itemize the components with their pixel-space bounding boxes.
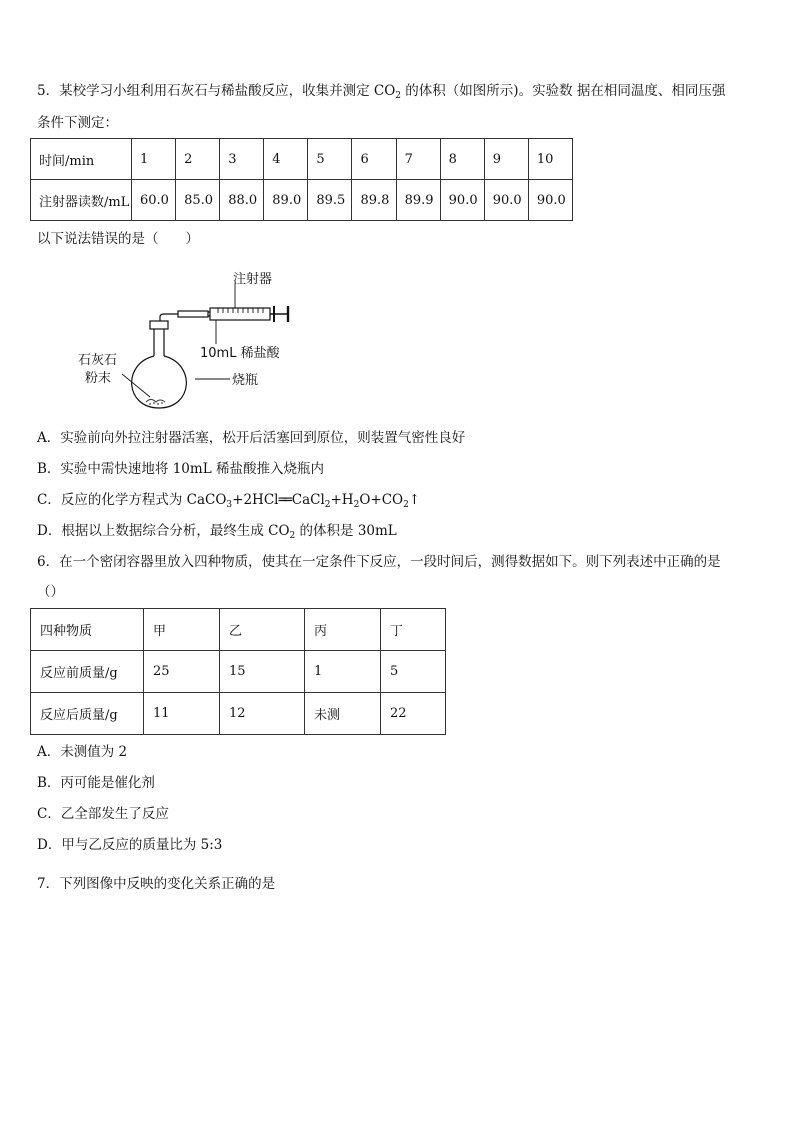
q5-option-d: D．根据以上数据综合分析，最终生成 $CO_2$ 的体积是 30mL (37, 523, 397, 541)
q5-ask: 以下说法错误的是（ ） (37, 231, 199, 247)
q6-option-c: C．乙全部发生了反应 (37, 806, 169, 822)
table-cell: 3 (220, 139, 264, 180)
table-row (31, 180, 573, 221)
acid-label: 10mL 稀盐酸 (200, 346, 280, 361)
table-cell: 注射器读数/mL (31, 180, 132, 221)
table-cell: 11 (144, 693, 220, 735)
table-cell: 15 (220, 651, 305, 693)
limestone-powder (146, 400, 165, 403)
powder-label-2: 粉末 (85, 371, 112, 386)
table-cell: 反应后质量/g (31, 693, 144, 735)
table-cell: 89.9 (396, 180, 440, 221)
q5-option-c: C．反应的化学方程式为 CaCO$_3$+2HCl══ $CaCl_2+H_2O+CO_2↑$ (37, 492, 421, 510)
table-cell: 89.8 (352, 180, 396, 221)
q5-stem-line2: 条件下测定： (37, 115, 118, 131)
table-cell: 89.5 (308, 180, 352, 221)
table-cell: 9 (484, 139, 528, 180)
table-row (31, 139, 573, 180)
flask-label: 烧瓶 (232, 373, 259, 388)
q6-option-a: A．未测值为 2 (37, 744, 128, 760)
table-cell: 5 (308, 139, 352, 180)
stopper (150, 321, 168, 329)
table-cell: 丁 (381, 609, 446, 651)
q6-stem-line2: （） (37, 584, 64, 600)
syringe-graduations (218, 308, 263, 313)
powder-label-1: 石灰石 (78, 353, 118, 368)
table-cell: 1 (132, 139, 176, 180)
powder-leader (122, 374, 150, 397)
q6-data-table (30, 608, 446, 735)
q6-option-d: D．甲与乙反应的质量比为 5:3 (37, 837, 223, 853)
table-cell: 反应前质量/g (31, 651, 144, 693)
table-cell: 90.0 (440, 180, 484, 221)
rubber-connector (178, 311, 208, 317)
table-row (31, 693, 446, 735)
table-cell: 时间/min (31, 139, 132, 180)
table-cell: 22 (381, 693, 446, 735)
table-cell: 6 (352, 139, 396, 180)
table-cell: 1 (305, 651, 381, 693)
table-cell: 90.0 (484, 180, 528, 221)
table-row (31, 651, 446, 693)
table-cell: 89.0 (264, 180, 308, 221)
apparatus-figure (70, 268, 310, 413)
table-cell: 甲 (144, 609, 220, 651)
q5-option-b: B．实验中需快速地将 10mL 稀盐酸推入烧瓶内 (37, 461, 324, 477)
table-cell: 未测 (305, 693, 381, 735)
table-cell: 乙 (220, 609, 305, 651)
table-cell: 丙 (305, 609, 381, 651)
table-cell: 10 (528, 139, 572, 180)
q7-stem: 7．下列图像中反映的变化关系正确的是 (37, 876, 276, 892)
table-cell: 7 (396, 139, 440, 180)
table-cell: 85.0 (176, 180, 220, 221)
syringe-barrel (210, 308, 270, 320)
table-cell: 5 (381, 651, 446, 693)
table-cell: 12 (220, 693, 305, 735)
q5-stem-line1: 5．某校学习小组利用石灰石与稀盐酸反应，收集并测定 $CO_2$ 的体积（如图所示)。实验数 据在相同温度、相同压强 (37, 83, 726, 101)
table-cell: 8 (440, 139, 484, 180)
table-cell: 25 (144, 651, 220, 693)
q6-option-b: B．丙可能是催化剂 (37, 775, 155, 791)
table-cell: 四种物质 (31, 609, 144, 651)
table-row (31, 609, 446, 651)
table-cell: 60.0 (132, 180, 176, 221)
q5-option-a: A．实验前向外拉注射器活塞，松开后活塞回到原位，则装置气密性良好 (37, 430, 466, 446)
q5-data-table (30, 138, 573, 221)
table-cell: 88.0 (220, 180, 264, 221)
syringe-label: 注射器 (233, 272, 273, 287)
glass-tube (160, 314, 178, 321)
table-cell: 2 (176, 139, 220, 180)
q6-stem-line1: 6．在一个密闭容器里放入四种物质，使其在一定条件下反应，一段时间后，测得数据如下。则下列表述中正确的是 (37, 554, 721, 570)
table-cell: 90.0 (528, 180, 572, 221)
table-cell: 4 (264, 139, 308, 180)
